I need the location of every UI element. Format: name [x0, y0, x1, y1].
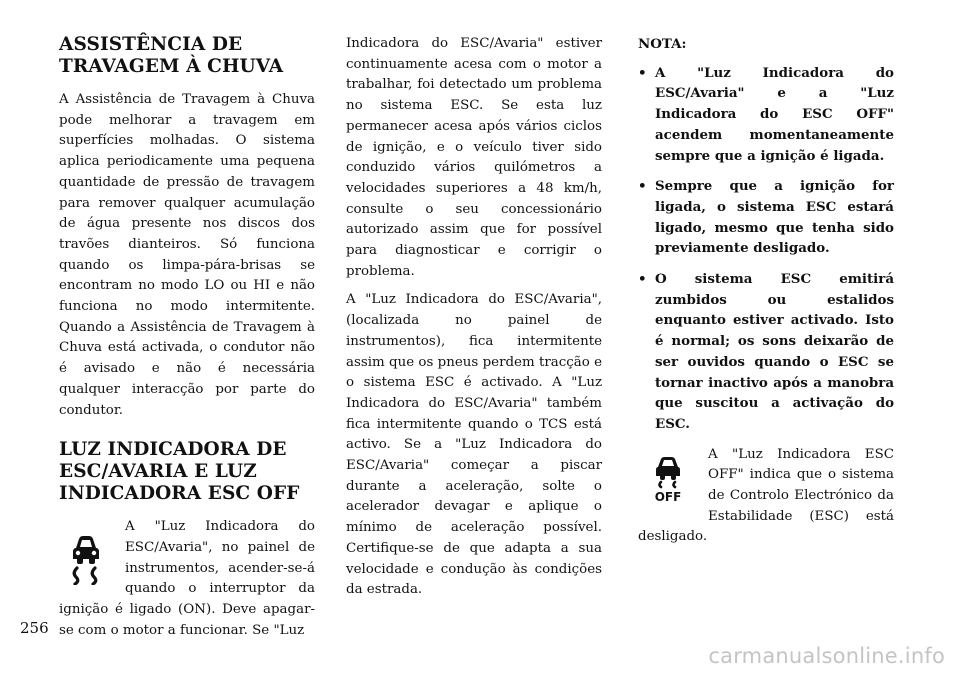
- column-right: [638, 34, 894, 548]
- esc-malfunction-icon: [59, 533, 113, 591]
- note-item: • Sempre que a ignição for ligada, o sistema ESC estará ligado, mesmo que tenha sido previamente desligado.: [638, 176, 894, 259]
- column-middle: [346, 34, 602, 601]
- note-list: [638, 63, 894, 435]
- esc-off-icon: [638, 455, 698, 507]
- note-label: NOTA:: [638, 36, 687, 52]
- watermark: carmanualsonline.info: [708, 644, 945, 668]
- esc-light-section: [59, 517, 315, 641]
- paragraph-esc-off: A "Luz Indicadora ESC OFF" indica que o sistema de Controlo Electrónico da Estabilidade (ESC) está desligado.: [638, 446, 894, 545]
- note-item: • O sistema ESC emitirá zumbidos ou estalidos enquanto estiver activado. Isto é normal; os sons deixarão de ser ouvidos quando o ESC se tornar inactivo após a manobra que suscitou a activação do ESC.: [638, 269, 894, 435]
- heading-brake-assist: ASSISTÊNCIA DE TRAVAGEM À CHUVA: [59, 34, 284, 77]
- paragraph-esc-flashing: A "Luz Indicadora do ESC/Avaria", (localizada no painel de instrumentos), fica intermitente assim que os pneus perdem tracção e o sistema ESC é activado. A "Luz Indicadora do ESC/Avaria" também fica intermitente quando o TCS está activo. Se a "Luz Indicadora do ESC/Avaria" começar a piscar durante a aceleração, solte o acelerador devagar e aplique o mínimo de aceleração possível. Certifique-se de que adapta a sua velocidade e condução às condições da estrada.: [346, 292, 602, 598]
- page-number: 256: [20, 619, 49, 637]
- paragraph-esc-light: A "Luz Indicadora do ESC/Avaria", no painel de instrumentos, acender-se-á quando o interruptor da ignição é ligado (ON). Deve apagar-se com o motor a funcionar. Se "Luz: [59, 519, 315, 638]
- heading-esc-light: LUZ INDICADORA DE ESC/AVARIA E LUZ INDICADORA ESC OFF: [59, 439, 300, 505]
- paragraph-esc-continuation: Indicadora do ESC/Avaria" estiver continuamente acesa com o motor a trabalhar, foi detectado um problema no sistema ESC. Se esta luz permanecer acesa após vários ciclos de ignição, e o veículo tiver sido conduzido vários quilómetros a velocidades superiores a 48 km/h, consulte o seu concessionário autorizado assim que for possível para diagnosticar e corrigir o problema.: [346, 36, 602, 279]
- esc-off-section: [638, 445, 894, 549]
- paragraph-brake-assist: A Assistência de Travagem à Chuva pode melhorar a travagem em superfícies molhadas. O sistema aplica periodicamente uma pequena quantidade de pressão de travagem para remover qualquer acumulação de água presente nos discos dos travões dianteiros. Só funciona quando os limpa-pára-brisas se encontram no modo LO ou HI e não funciona no modo intermitente. Quando a Assistência de Travagem à Chuva está activada, o condutor não é avisado e não é necessária qualquer interacção por parte do condutor.: [59, 92, 315, 418]
- note-item: • A "Luz Indicadora do ESC/Avaria" e a "Luz Indicadora do ESC OFF" acendem momentaneamente sempre que a ignição é ligada.: [638, 63, 894, 167]
- column-left: [59, 34, 315, 641]
- esc-off-icon-text: OFF: [654, 489, 682, 503]
